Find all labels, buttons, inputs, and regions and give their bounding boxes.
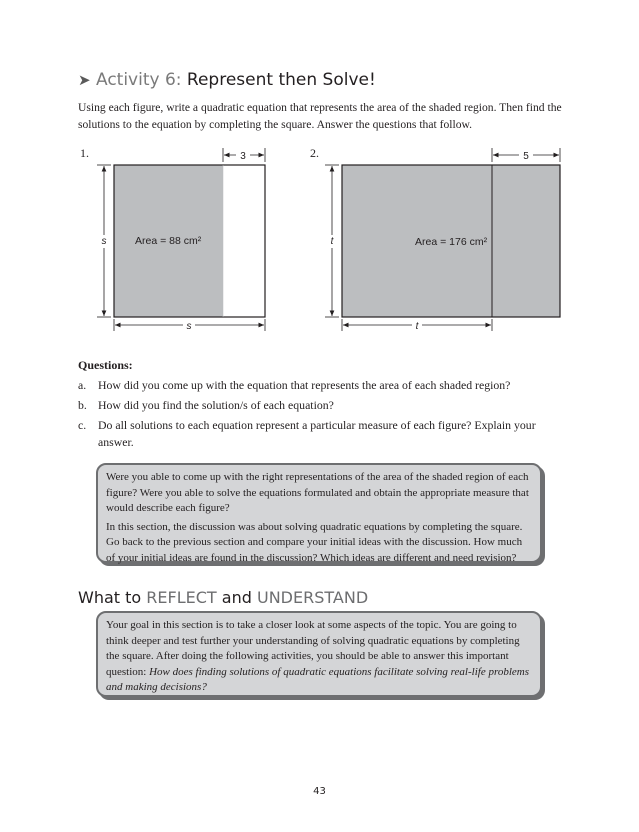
question-item (78, 397, 568, 414)
figure-1-side-label: s (101, 236, 107, 247)
figure-1-bottom-label: s (186, 321, 192, 332)
question-item (78, 377, 568, 394)
section-word-understand: UNDERSTAND (256, 588, 369, 607)
reflection-paragraph-2: In this section, the discussion was about solving quadratic equations by completing the square. Go back to the previous section and compare your initial ideas with the discussion. How much of your initial ideas are found in the discussion? Which ideas are different and need revision? (106, 520, 523, 564)
instructions: Using each figure, write a quadratic equation that represents the area of the shaded region. Then find the solutions to the equation by completing the square. Answer the questions that follow. (78, 101, 562, 131)
figure-1 (80, 146, 265, 332)
section-heading (78, 588, 368, 607)
goal-text: Your goal in this section is to take a closer look at some aspects of the topic. You are going to think deeper and test further your understanding of solving quadratic equations by completing the square. After doing the following activities, you should be able to answer this important question: (106, 619, 520, 678)
questions-heading: Questions: (78, 358, 133, 372)
page-number: 43 (313, 786, 326, 797)
figure-2-side-label: t (330, 236, 334, 247)
section-word-reflect: REFLECT (146, 588, 217, 607)
section-prefix: What to (78, 588, 142, 607)
figures (0, 0, 639, 350)
figure-1-number: 1. (80, 146, 89, 160)
activity-title: Represent then Solve! (186, 70, 376, 90)
goal-question: How does finding solutions of quadratic equations facilitate solving real-life problems and making decisions? (106, 665, 529, 693)
reflection-box (96, 463, 542, 563)
figure-1-top-label: 3 (240, 151, 246, 162)
section-and: and (221, 588, 252, 607)
figure-2-bottom-label: t (415, 321, 419, 332)
arrow-right-icon: ➤ (78, 71, 91, 89)
figure-2 (310, 146, 560, 332)
figure-1-area-label: Area = 88 cm² (135, 235, 202, 247)
question-letter: b. (78, 398, 87, 412)
goal-box (96, 611, 542, 697)
question-item (78, 417, 568, 451)
reflection-paragraph-1: Were you able to come up with the right representations of the area of the shaded region of each figure? Were you able to solve the equations formulated and obtain the appropriate measure that would describe each figure? (106, 471, 529, 514)
figure-2-top-label: 5 (523, 151, 529, 162)
question-letter: c. (78, 418, 87, 432)
figure-2-area-label: Area = 176 cm² (415, 236, 488, 248)
questions-list (78, 377, 568, 454)
question-text: How did you come up with the equation that represents the area of each shaded region? (98, 378, 511, 392)
activity-label: Activity 6: (95, 70, 182, 90)
question-text: How did you find the solution/s of each equation? (98, 398, 334, 412)
question-text: Do all solutions to each equation represent a particular measure of each figure? Explain your answer. (98, 418, 536, 449)
question-letter: a. (78, 378, 87, 392)
figure-2-number: 2. (310, 146, 319, 160)
